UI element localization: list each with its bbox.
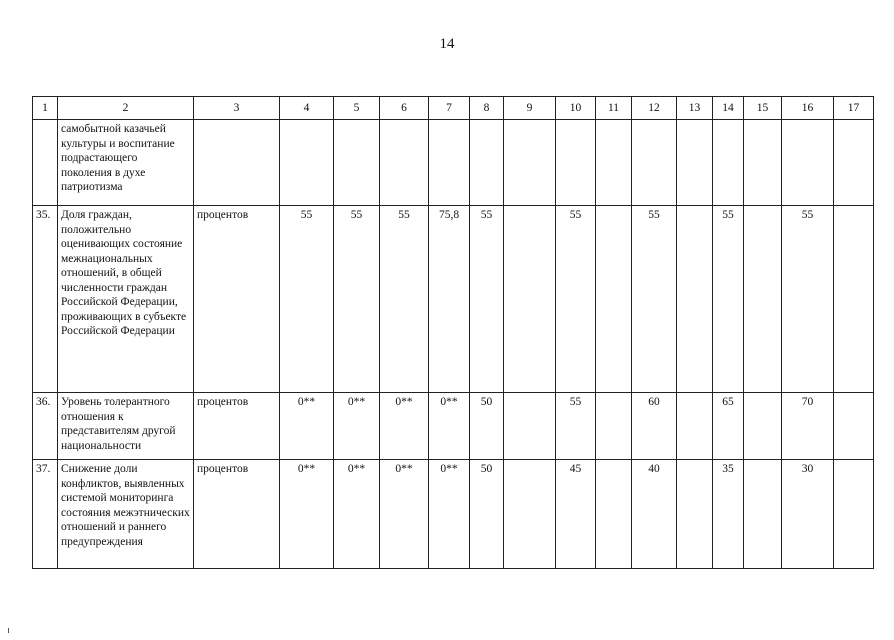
value-cell-col-10: 55 — [556, 393, 596, 460]
value-cell-col-11 — [596, 120, 632, 206]
column-header-3: 3 — [194, 97, 280, 120]
column-header-15: 15 — [744, 97, 782, 120]
column-header-17: 17 — [834, 97, 874, 120]
value-cell-col-16 — [782, 120, 834, 206]
value-cell-col-13 — [677, 206, 713, 393]
column-header-8: 8 — [470, 97, 504, 120]
value-cell-col-17 — [834, 460, 874, 569]
column-header-4: 4 — [280, 97, 334, 120]
value-cell-col-6: 0** — [380, 393, 429, 460]
value-cell-col-6 — [380, 120, 429, 206]
column-header-2: 2 — [58, 97, 194, 120]
indicator-name: самобытной казачьей культуры и воспитание подрастающего поколения в духе патриотизма — [58, 120, 194, 206]
indicator-name: Снижение доли конфликтов, выявленных системой мониторинга состояния межэтнических отношений и раннего предупреждения — [58, 460, 194, 569]
value-cell-col-5: 0** — [334, 393, 380, 460]
value-cell-col-15 — [744, 460, 782, 569]
value-cell-col-8: 50 — [470, 460, 504, 569]
unit-cell: процентов — [194, 206, 280, 393]
value-cell-col-5 — [334, 120, 380, 206]
value-cell-col-15 — [744, 120, 782, 206]
value-cell-col-7 — [429, 120, 470, 206]
row-number: 35. — [33, 206, 58, 393]
column-header-11: 11 — [596, 97, 632, 120]
value-cell-col-7: 75,8 — [429, 206, 470, 393]
value-cell-col-6: 0** — [380, 460, 429, 569]
page-number: 14 — [439, 36, 455, 52]
value-cell-col-14: 35 — [713, 460, 744, 569]
row-number — [33, 120, 58, 206]
value-cell-col-5: 55 — [334, 206, 380, 393]
value-cell-col-12: 40 — [632, 460, 677, 569]
value-cell-col-11 — [596, 206, 632, 393]
column-header-7: 7 — [429, 97, 470, 120]
value-cell-col-10: 45 — [556, 460, 596, 569]
value-cell-col-14: 55 — [713, 206, 744, 393]
value-cell-col-17 — [834, 393, 874, 460]
value-cell-col-12: 55 — [632, 206, 677, 393]
column-header-1: 1 — [33, 97, 58, 120]
row-number: 37. — [33, 460, 58, 569]
indicator-name: Уровень толерантного отношения к представителям другой национальности — [58, 393, 194, 460]
value-cell-col-4: 55 — [280, 206, 334, 393]
value-cell-col-13 — [677, 393, 713, 460]
value-cell-col-4 — [280, 120, 334, 206]
column-header-9: 9 — [504, 97, 556, 120]
value-cell-col-4: 0** — [280, 393, 334, 460]
row-number: 36. — [33, 393, 58, 460]
column-header-10: 10 — [556, 97, 596, 120]
value-cell-col-4: 0** — [280, 460, 334, 569]
column-header-16: 16 — [782, 97, 834, 120]
value-cell-col-8: 55 — [470, 206, 504, 393]
value-cell-col-15 — [744, 206, 782, 393]
value-cell-col-16: 55 — [782, 206, 834, 393]
table-row — [33, 120, 874, 206]
value-cell-col-11 — [596, 393, 632, 460]
table-row — [33, 460, 874, 569]
value-cell-col-9 — [504, 206, 556, 393]
unit-cell: процентов — [194, 460, 280, 569]
value-cell-col-7: 0** — [429, 460, 470, 569]
value-cell-col-16: 70 — [782, 393, 834, 460]
value-cell-col-6: 55 — [380, 206, 429, 393]
value-cell-col-13 — [677, 120, 713, 206]
value-cell-col-8: 50 — [470, 393, 504, 460]
table-row — [33, 206, 874, 393]
column-header-12: 12 — [632, 97, 677, 120]
value-cell-col-14: 65 — [713, 393, 744, 460]
unit-cell: процентов — [194, 393, 280, 460]
column-header-6: 6 — [380, 97, 429, 120]
table-row — [33, 393, 874, 460]
value-cell-col-10: 55 — [556, 206, 596, 393]
value-cell-col-9 — [504, 120, 556, 206]
column-header-13: 13 — [677, 97, 713, 120]
value-cell-col-8 — [470, 120, 504, 206]
value-cell-col-17 — [834, 120, 874, 206]
value-cell-col-10 — [556, 120, 596, 206]
value-cell-col-5: 0** — [334, 460, 380, 569]
value-cell-col-9 — [504, 460, 556, 569]
column-header-14: 14 — [713, 97, 744, 120]
value-cell-col-13 — [677, 460, 713, 569]
value-cell-col-14 — [713, 120, 744, 206]
value-cell-col-11 — [596, 460, 632, 569]
value-cell-col-12 — [632, 120, 677, 206]
value-cell-col-15 — [744, 393, 782, 460]
scan-mark — [8, 628, 9, 633]
value-cell-col-9 — [504, 393, 556, 460]
unit-cell — [194, 120, 280, 206]
indicators-table — [32, 96, 874, 569]
header-row — [33, 97, 874, 120]
value-cell-col-17 — [834, 206, 874, 393]
value-cell-col-12: 60 — [632, 393, 677, 460]
indicator-name: Доля граждан, положительно оценивающих состояние межнациональных отношений, в общей численности граждан Российской Федерации, проживающих в субъекте Российской Федерации — [58, 206, 194, 393]
column-header-5: 5 — [334, 97, 380, 120]
value-cell-col-16: 30 — [782, 460, 834, 569]
value-cell-col-7: 0** — [429, 393, 470, 460]
